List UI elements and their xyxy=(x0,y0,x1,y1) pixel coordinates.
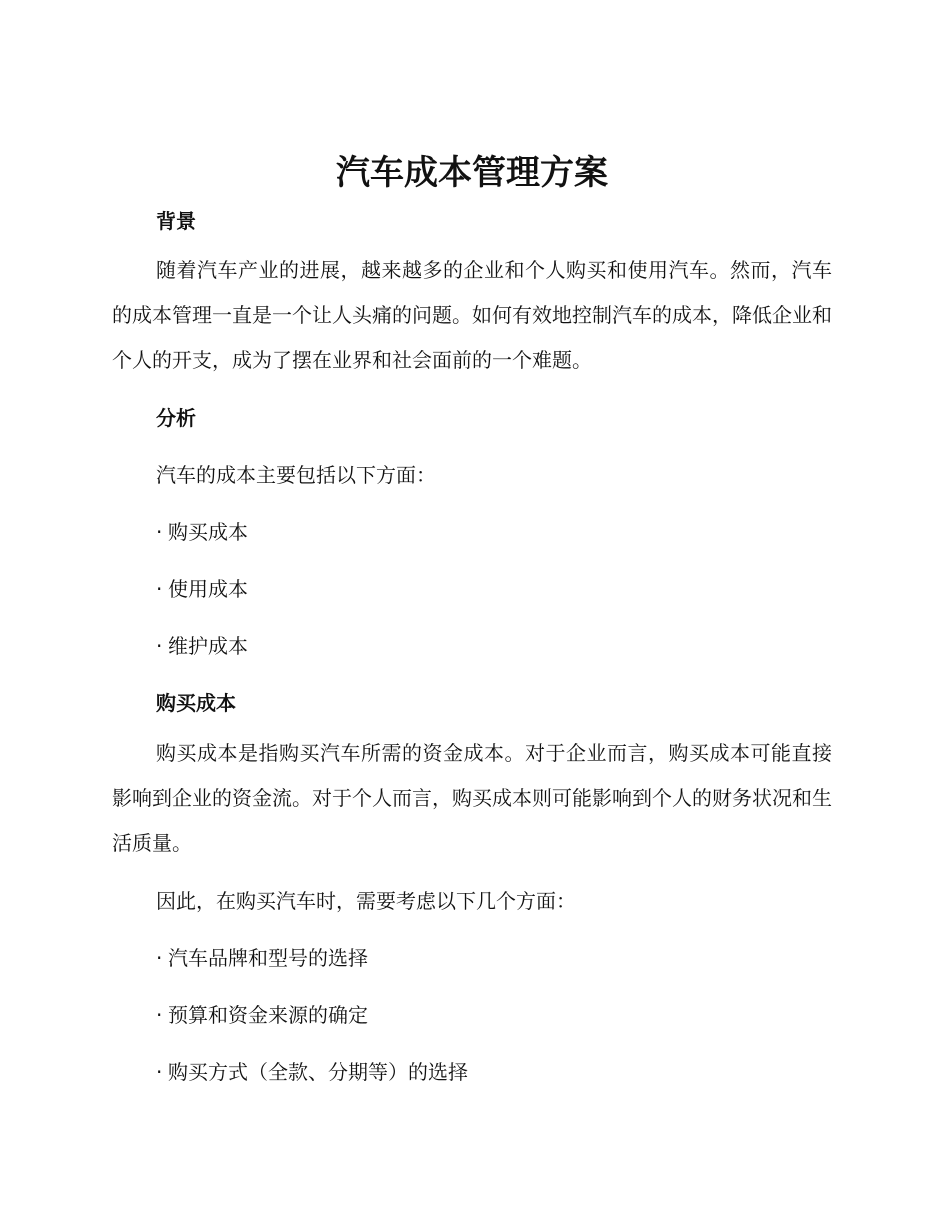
document-page xyxy=(112,148,832,1087)
section-heading-purchase: 购买成本 xyxy=(156,691,236,715)
background-paragraph: 随着汽车产业的进展，越来越多的企业和个人购买和使用汽车。然而，汽车的成本管理一直是一个让人头痛的问题。如何有效地控制汽车的成本，降低企业和个人的开支，成为了摆在业界和社会面前的一个难题。 xyxy=(112,258,832,372)
section-heading-background: 背景 xyxy=(156,209,196,233)
bullet-icon: · xyxy=(156,946,163,970)
analysis-list-item: · 购买成本 xyxy=(112,517,832,547)
bullet-icon: · xyxy=(156,520,163,544)
purchase-list-item: · 购买方式（全款、分期等）的选择 xyxy=(112,1057,832,1087)
analysis-intro: 汽车的成本主要包括以下方面： xyxy=(156,463,436,487)
document-title: 汽车成本管理方案 xyxy=(336,153,608,193)
purchase-list-item: · 预算和资金来源的确定 xyxy=(112,1000,832,1030)
analysis-list-item: · 使用成本 xyxy=(112,574,832,604)
bullet-icon: · xyxy=(156,634,163,658)
bullet-icon: · xyxy=(156,577,163,601)
section-heading-analysis: 分析 xyxy=(156,406,196,430)
analysis-list-item: · 维护成本 xyxy=(112,631,832,661)
bullet-icon: · xyxy=(156,1003,163,1027)
purchase-paragraph: 购买成本是指购买汽车所需的资金成本。对于企业而言，购买成本可能直接影响到企业的资金流。对于个人而言，购买成本则可能影响到个人的财务状况和生活质量。 xyxy=(112,741,832,855)
bullet-icon: · xyxy=(156,1060,163,1084)
purchase-intro: 因此，在购买汽车时，需要考虑以下几个方面： xyxy=(156,889,576,913)
purchase-list-item: · 汽车品牌和型号的选择 xyxy=(112,943,832,973)
